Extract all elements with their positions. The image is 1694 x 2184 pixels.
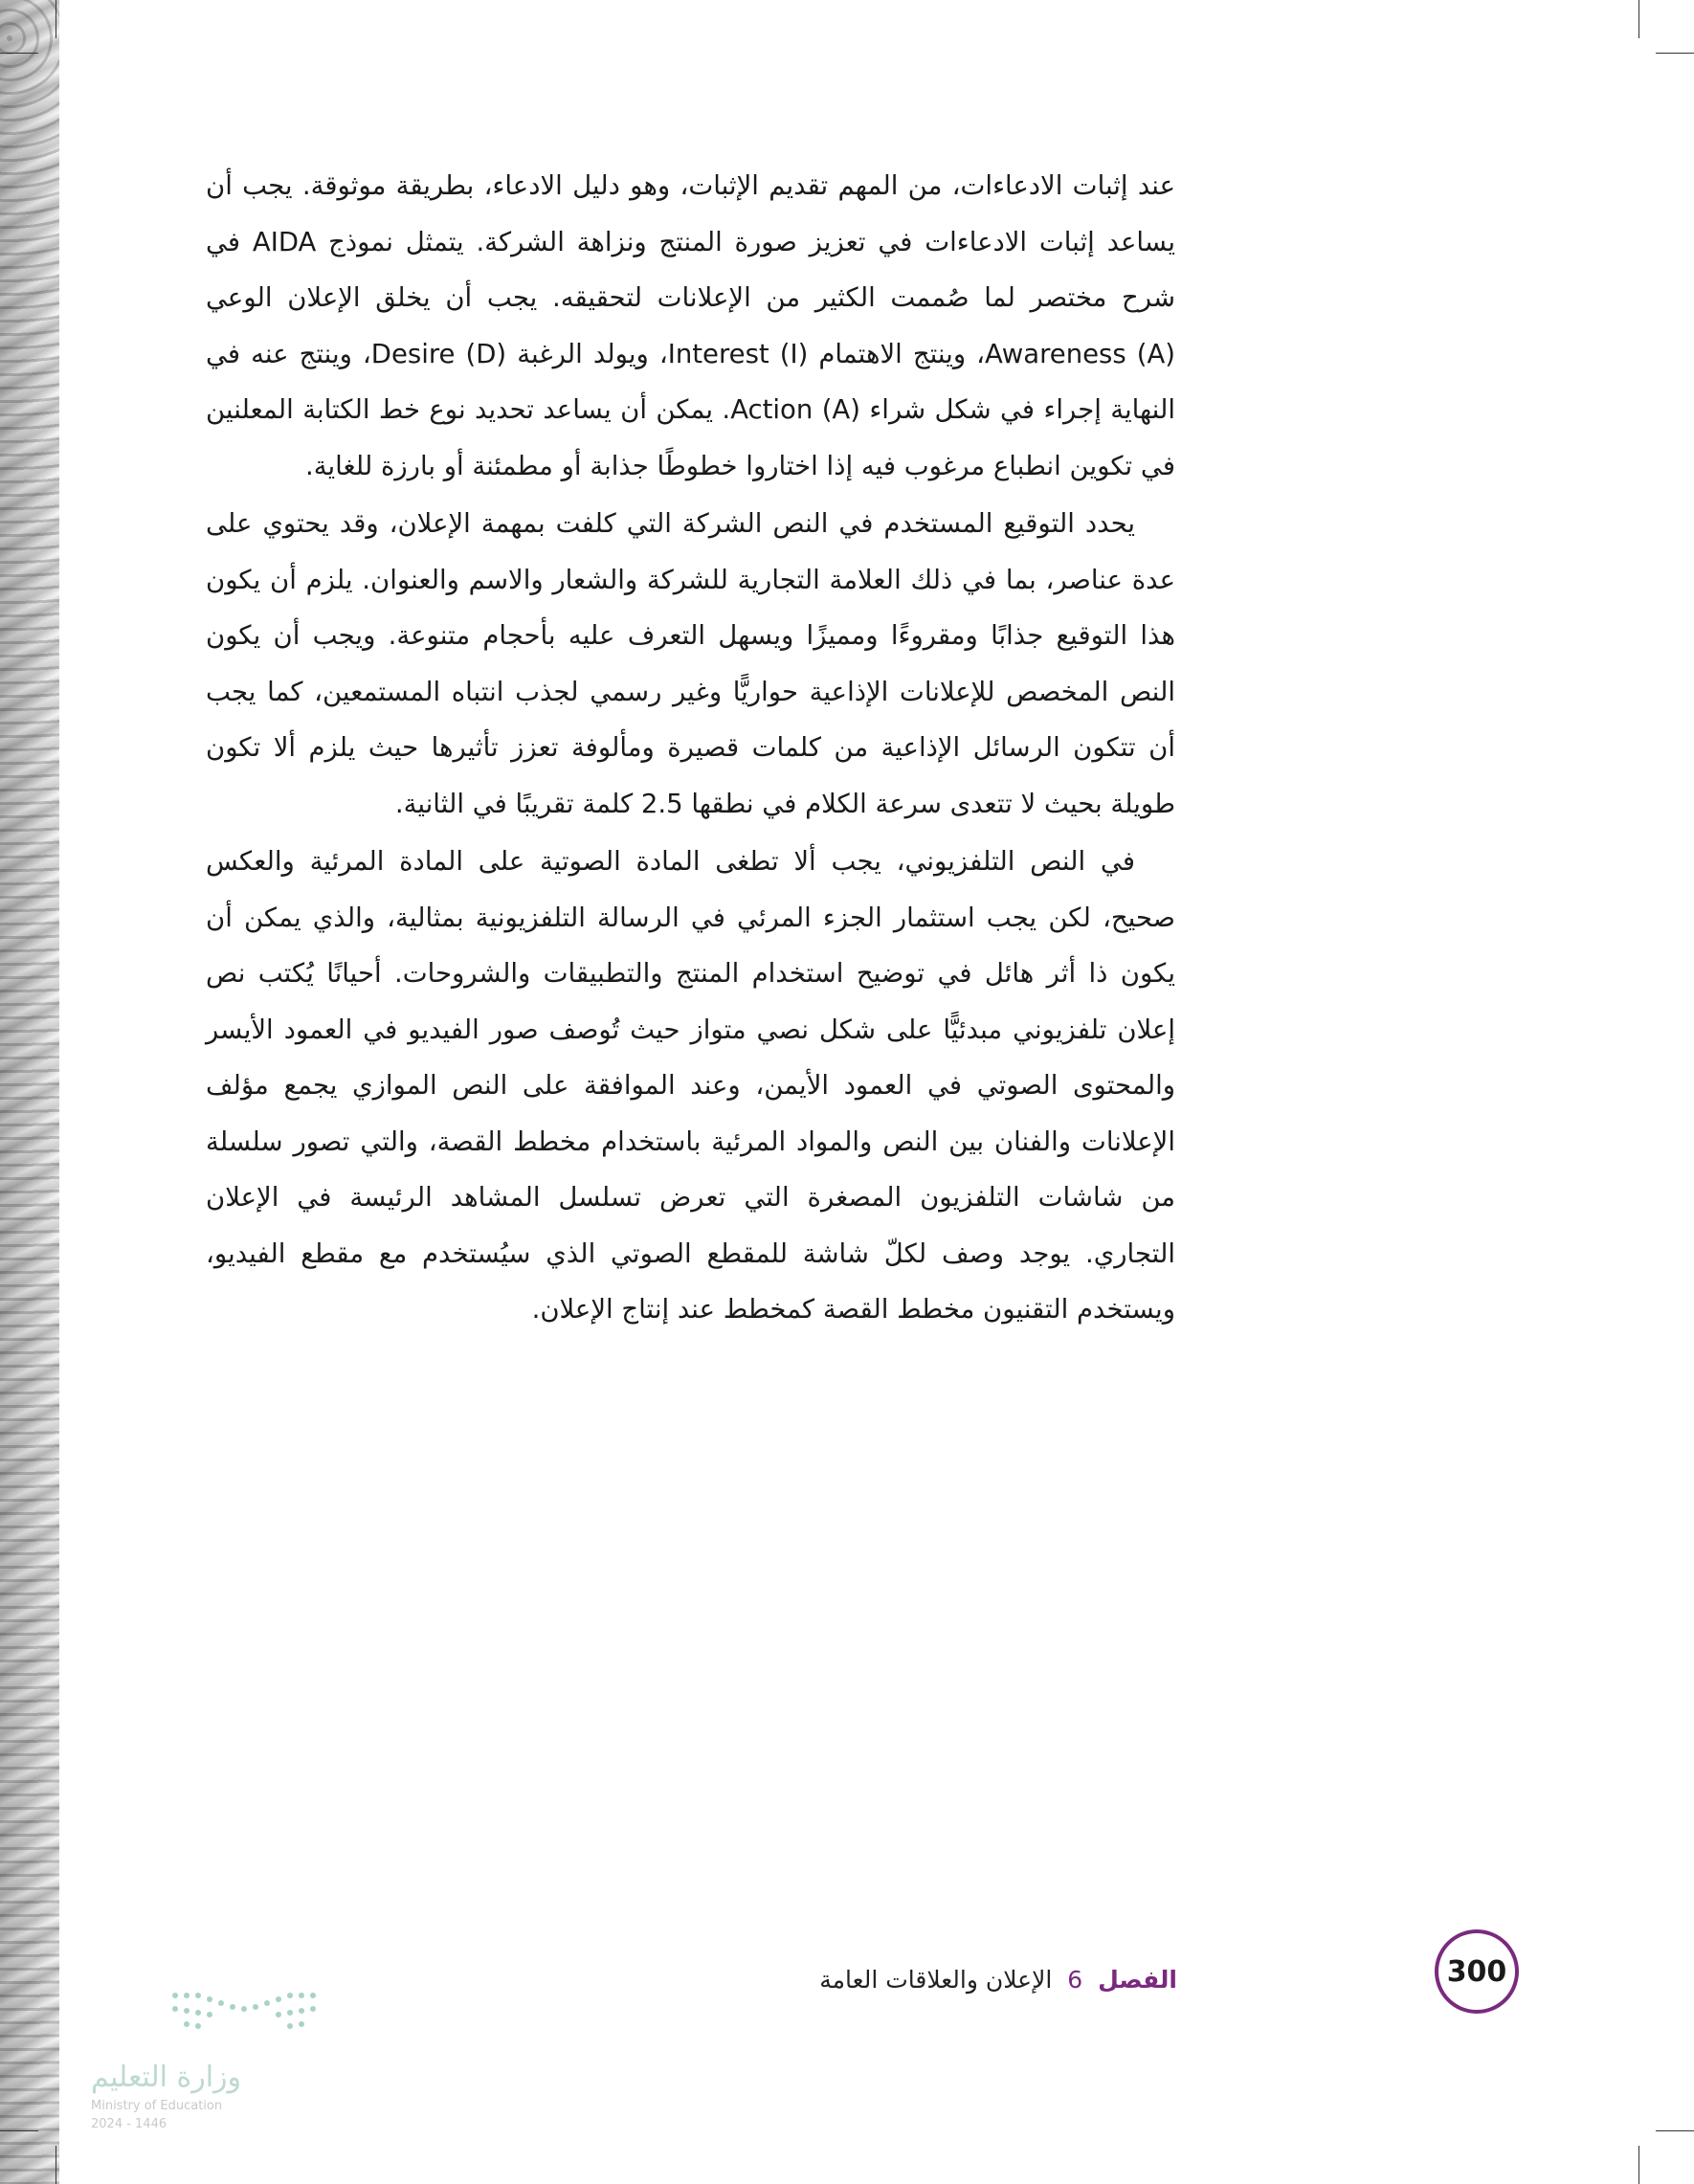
chapter-title: الإعلان والعلاقات العامة [819,1966,1053,1994]
ministry-year: 2024 - 1446 [91,2117,167,2131]
crop-mark-bottom-right-v [1638,2146,1639,2184]
paragraph-aida: عند إثبات الادعاءات، من المهم تقديم الإثبات، وهو دليل الادعاء، بطريقة موثوقة. يجب أن يساعد إثبات الادعاءات في تعزيز صورة المنتج ونزاهة الشركة. يتمثل نموذج AIDA في شرح مختصر لما صُممت الكثير من الإعلانات لتحقيقه. يجب أن يخلق الإعلان الوعي Awareness (A)، وينتج الاهتمام Interest (I)، ويولد الرغبة Desire (D)، وينتج عنه في النهاية إجراء في شكل شراء Action (A). يمكن أن يساعد تحديد نوع خط الكتابة المعلنين في تكوين انطباع مرغوب فيه إذا اختاروا خطوطًا جذابة أو مطمئنة أو بارزة للغاية. [206,170,1176,481]
crop-mark-bottom-right [1656,2130,1694,2131]
article-body [206,158,1175,1340]
chapter-number: 6 [1067,1966,1083,1994]
page-number: 300 [1446,1954,1507,1989]
crop-mark-top-right-v [1638,0,1639,38]
ministry-name-ar: وزارة التعليم [91,2061,242,2094]
page-number-badge [1435,1929,1519,2014]
paragraph-signature: يحدد التوقيع المستخدم في النص الشركة التي كلفت بمهمة الإعلان، وقد يحتوي على عدة عناصر، بما في ذلك العلامة التجارية للشركة والشعار والاسم والعنوان. يلزم أن يكون هذا التوقيع جذابًا ومقروءًا ومميزًا ويسهل التعرف عليه بأحجام متنوعة. ويجب أن يكون النص المخصص للإعلانات الإذاعية حواريًّا وغير رسمي لجذب انتباه المستمعين، كما يجب أن تتكون الرسائل الإذاعية من كلمات قصيرة ومألوفة تعزز تأثيرها حيث يلزم ألا تكون طويلة بحيث لا تتعدى سرعة الكلام في نطقها 2.5 كلمة تقريبًا في الثانية. [206,508,1175,819]
crop-mark-top-right [1656,53,1694,54]
chapter-label: الفصل [1098,1966,1177,1994]
ministry-logo-dots-icon [167,1986,321,2034]
ministry-name-en: Ministry of Education [91,2099,223,2113]
decorative-side-strip [0,0,59,2184]
ministry-logo [91,1986,321,2129]
paragraph-tv-script: في النص التلفزيوني، يجب ألا تطغى المادة الصوتية على المادة المرئية والعكس صحيح، لكن يجب استثمار الجزء المرئي في الرسالة التلفزيونية بمثالية، والذي يمكن أن يكون ذا أثر هائل في توضيح استخدام المنتج والتطبيقات والشروحات. أحيانًا يُكتب نص إعلان تلفزيوني مبدئيًّا على شكل نصي متواز حيث تُوصف صور الفيديو في العمود الأيسر والمحتوى الصوتي في العمود الأيمن، وعند الموافقة على النص الموازي يجمع مؤلف الإعلانات والفنان بين النص والمواد المرئية باستخدام مخطط القصة، والتي تصور سلسلة من شاشات التلفزيون المصغرة التي تعرض تسلسل المشاهد الرئيسة في الإعلان التجاري. يوجد وصف لكلّ شاشة للمقطع الصوتي الذي سيُستخدم مع مقطع الفيديو، ويستخدم التقنيون مخطط القصة كمخطط عند إنتاج الإعلان. [206,846,1175,1325]
chapter-footer [819,1966,1177,1994]
crop-mark-bottom-left [0,2130,38,2131]
crop-mark-top-left [0,53,38,54]
